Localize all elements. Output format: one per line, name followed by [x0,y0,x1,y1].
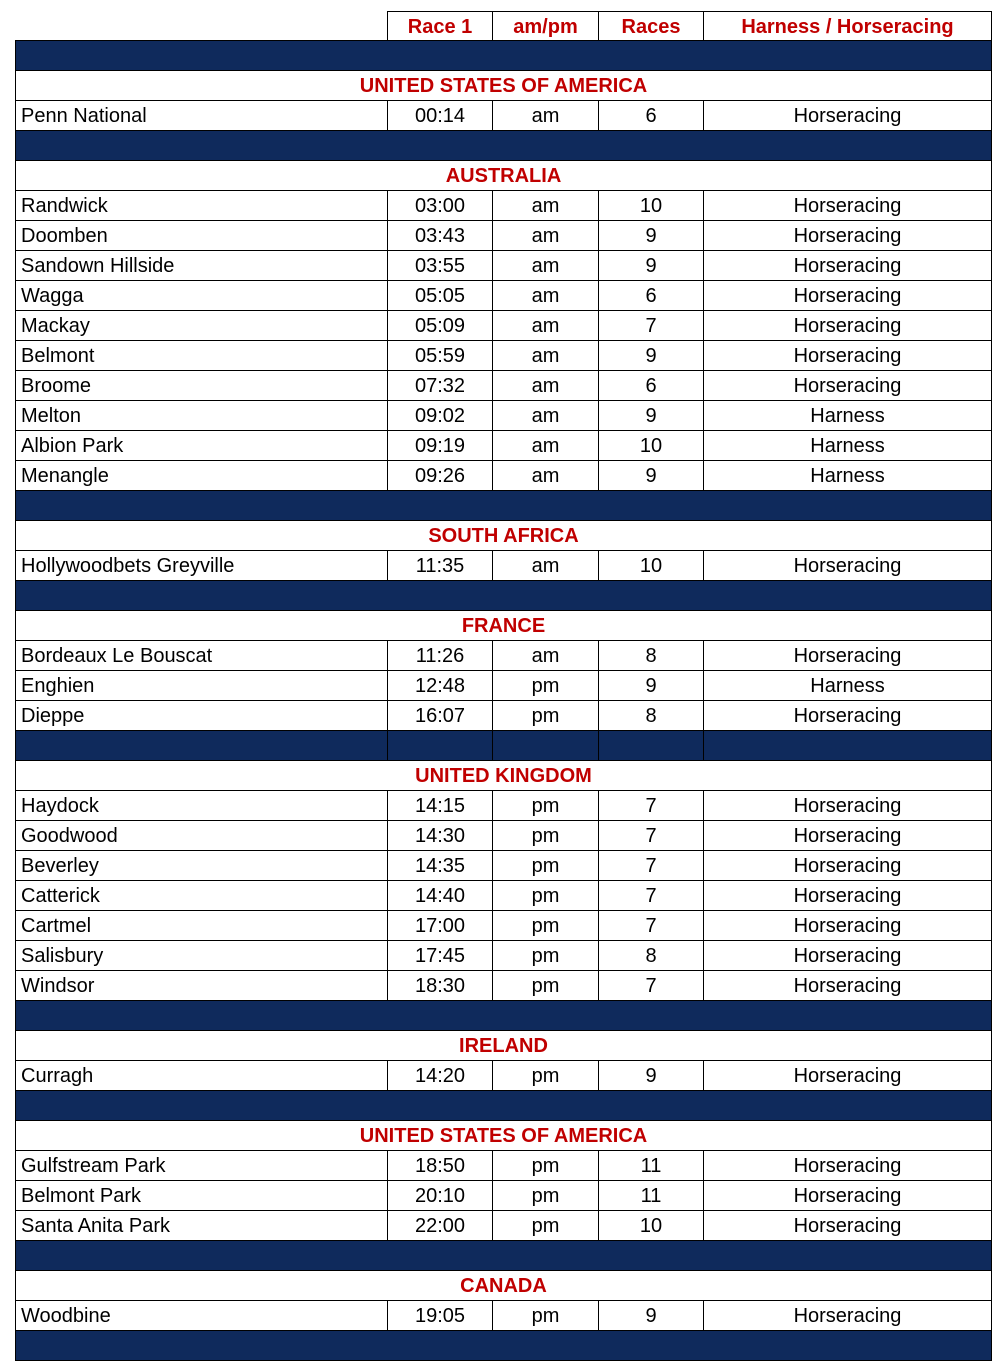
race-count: 9 [598,461,703,491]
track-name: Mackay [15,311,387,341]
race-count: 9 [598,401,703,431]
race-count: 10 [598,431,703,461]
table-row [15,971,992,1001]
am-pm: pm [492,701,598,731]
section-separator-band [15,581,992,611]
race-type: Horseracing [703,191,992,221]
table-row [15,311,992,341]
header-blank-cell [15,11,387,41]
race1-time: 20:10 [387,1181,492,1211]
table-row [15,461,992,491]
am-pm: pm [492,791,598,821]
track-name: Haydock [15,791,387,821]
am-pm: am [492,371,598,401]
race-type: Horseracing [703,791,992,821]
race1-time: 14:20 [387,1061,492,1091]
table-row [15,821,992,851]
table-row [15,851,992,881]
race1-time: 09:26 [387,461,492,491]
race-type: Harness [703,401,992,431]
track-name: Penn National [15,101,387,131]
track-name: Belmont [15,341,387,371]
race-type: Horseracing [703,821,992,851]
country-heading: SOUTH AFRICA [15,521,992,551]
table-row [15,1061,992,1091]
table-row [15,881,992,911]
race-type: Horseracing [703,281,992,311]
race-count: 10 [598,551,703,581]
race1-time: 07:32 [387,371,492,401]
race-type: Horseracing [703,701,992,731]
track-name: Belmont Park [15,1181,387,1211]
track-name: Menangle [15,461,387,491]
race-type: Horseracing [703,1181,992,1211]
race1-time: 09:02 [387,401,492,431]
race-count: 7 [598,821,703,851]
race1-time: 05:59 [387,341,492,371]
table-row [15,1181,992,1211]
race-count: 7 [598,311,703,341]
am-pm: pm [492,1211,598,1241]
band-column-divider [598,731,599,761]
section-separator-band [15,731,992,761]
track-name: Cartmel [15,911,387,941]
race1-time: 11:35 [387,551,492,581]
am-pm: pm [492,851,598,881]
track-name: Hollywoodbets Greyville [15,551,387,581]
track-name: Dieppe [15,701,387,731]
table-row [15,431,992,461]
race1-time: 14:30 [387,821,492,851]
race-type: Horseracing [703,881,992,911]
table-row [15,941,992,971]
race1-time: 14:15 [387,791,492,821]
race-type: Horseracing [703,341,992,371]
race1-time: 14:35 [387,851,492,881]
am-pm: am [492,251,598,281]
race-count: 7 [598,911,703,941]
table-row [15,641,992,671]
race-type: Horseracing [703,221,992,251]
country-heading: UNITED STATES OF AMERICA [15,1121,992,1151]
race1-time: 11:26 [387,641,492,671]
race1-time: 16:07 [387,701,492,731]
table-row [15,101,992,131]
am-pm: am [492,101,598,131]
am-pm: pm [492,1181,598,1211]
race-count: 7 [598,881,703,911]
track-name: Windsor [15,971,387,1001]
table-row [15,281,992,311]
track-name: Gulfstream Park [15,1151,387,1181]
race-type: Horseracing [703,911,992,941]
band-column-divider [492,731,493,761]
race-type: Horseracing [703,641,992,671]
race-type: Harness [703,671,992,701]
schedule-body [15,41,992,1361]
race-type: Horseracing [703,941,992,971]
race1-time: 12:48 [387,671,492,701]
race-type: Horseracing [703,311,992,341]
track-name: Catterick [15,881,387,911]
am-pm: am [492,641,598,671]
race-count: 7 [598,971,703,1001]
race-type: Horseracing [703,851,992,881]
race-count: 9 [598,1061,703,1091]
race-count: 8 [598,701,703,731]
track-name: Curragh [15,1061,387,1091]
race1-time: 19:05 [387,1301,492,1331]
am-pm: pm [492,1151,598,1181]
race-type: Horseracing [703,1151,992,1181]
race-schedule-sheet [15,11,992,1361]
am-pm: am [492,191,598,221]
am-pm: pm [492,821,598,851]
am-pm: am [492,281,598,311]
am-pm: am [492,311,598,341]
table-row [15,191,992,221]
race1-time: 05:09 [387,311,492,341]
race-count: 7 [598,791,703,821]
table-row [15,251,992,281]
track-name: Goodwood [15,821,387,851]
track-name: Santa Anita Park [15,1211,387,1241]
section-separator-band [15,1001,992,1031]
race-type: Harness [703,461,992,491]
table-row [15,1301,992,1331]
section-separator-band [15,1241,992,1271]
am-pm: am [492,551,598,581]
country-heading: IRELAND [15,1031,992,1061]
am-pm: pm [492,1061,598,1091]
race-count: 8 [598,641,703,671]
am-pm: pm [492,671,598,701]
race1-time: 17:00 [387,911,492,941]
race-count: 6 [598,281,703,311]
race-count: 9 [598,341,703,371]
race-type: Harness [703,431,992,461]
race1-time: 18:30 [387,971,492,1001]
race1-time: 17:45 [387,941,492,971]
band-column-divider [387,731,388,761]
track-name: Doomben [15,221,387,251]
am-pm: pm [492,911,598,941]
race-type: Horseracing [703,1061,992,1091]
country-heading: AUSTRALIA [15,161,992,191]
race-type: Horseracing [703,551,992,581]
table-row [15,701,992,731]
am-pm: pm [492,881,598,911]
race-count: 9 [598,1301,703,1331]
race1-time: 18:50 [387,1151,492,1181]
table-row [15,791,992,821]
country-heading: UNITED KINGDOM [15,761,992,791]
track-name: Sandown Hillside [15,251,387,281]
race-count: 10 [598,191,703,221]
country-heading: CANADA [15,1271,992,1301]
race1-time: 03:00 [387,191,492,221]
am-pm: pm [492,971,598,1001]
section-separator-band [15,491,992,521]
race-type: Horseracing [703,251,992,281]
country-heading: UNITED STATES OF AMERICA [15,71,992,101]
am-pm: am [492,221,598,251]
race1-time: 03:55 [387,251,492,281]
table-row [15,551,992,581]
track-name: Wagga [15,281,387,311]
header-ampm: am/pm [492,11,598,41]
section-separator-band [15,1331,992,1361]
table-row [15,1151,992,1181]
track-name: Albion Park [15,431,387,461]
am-pm: am [492,431,598,461]
table-row [15,371,992,401]
table-row [15,1211,992,1241]
race-count: 9 [598,671,703,701]
race1-time: 09:19 [387,431,492,461]
table-row [15,911,992,941]
race-count: 10 [598,1211,703,1241]
race-count: 9 [598,251,703,281]
race1-time: 00:14 [387,101,492,131]
track-name: Enghien [15,671,387,701]
race-type: Horseracing [703,101,992,131]
race-count: 8 [598,941,703,971]
table-row [15,671,992,701]
band-column-divider [703,731,704,761]
race-count: 9 [598,221,703,251]
am-pm: am [492,401,598,431]
am-pm: pm [492,1301,598,1331]
section-separator-band [15,1091,992,1121]
race-count: 7 [598,851,703,881]
am-pm: am [492,341,598,371]
section-separator-band [15,131,992,161]
header-race1: Race 1 [387,11,492,41]
race-count: 6 [598,371,703,401]
race-type: Horseracing [703,1301,992,1331]
track-name: Bordeaux Le Bouscat [15,641,387,671]
header-races: Races [598,11,703,41]
race1-time: 03:43 [387,221,492,251]
track-name: Salisbury [15,941,387,971]
am-pm: am [492,461,598,491]
am-pm: pm [492,941,598,971]
header-type: Harness / Horseracing [703,11,992,41]
race-type: Horseracing [703,971,992,1001]
track-name: Woodbine [15,1301,387,1331]
track-name: Beverley [15,851,387,881]
table-row [15,341,992,371]
race1-time: 14:40 [387,881,492,911]
race1-time: 05:05 [387,281,492,311]
race-count: 11 [598,1181,703,1211]
race-count: 6 [598,101,703,131]
race-type: Horseracing [703,1211,992,1241]
track-name: Randwick [15,191,387,221]
table-row [15,401,992,431]
table-row [15,221,992,251]
country-heading: FRANCE [15,611,992,641]
track-name: Broome [15,371,387,401]
race-count: 11 [598,1151,703,1181]
track-name: Melton [15,401,387,431]
section-separator-band [15,41,992,71]
column-header-row [15,11,992,41]
race1-time: 22:00 [387,1211,492,1241]
race-type: Horseracing [703,371,992,401]
